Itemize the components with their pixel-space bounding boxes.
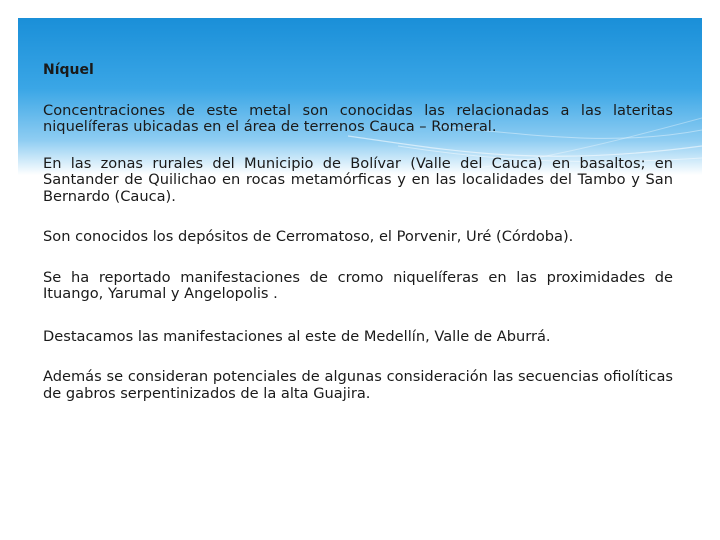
paragraph-2: En las zonas rurales del Municipio de Bolívar (Valle del Cauca) en basaltos; en Santander de Quilichao en rocas metamórficas y en las localidades del Tambo y San Bernardo (Cauca).: [43, 154, 673, 205]
paragraph-1: Concentraciones de este metal son conocidas las relacionadas a las lateritas niquelíferas ubicadas en el área de terrenos Cauca – Romeral.: [43, 101, 673, 135]
paragraph-6: Además se consideran potenciales de algunas consideración las secuencias ofiolíticas de gabros serpentinizados de la alta Guajira.: [43, 368, 673, 402]
paragraph-3: Son conocidos los depósitos de Cerromatoso, el Porvenir, Uré (Córdoba).: [43, 228, 574, 245]
slide-content: [43, 62, 673, 402]
paragraph-5: Destacamos las manifestaciones al este de Medellín, Valle de Aburrá.: [43, 327, 551, 345]
paragraph-4: Se ha reportado manifestaciones de cromo niquelíferas en las proximidades de Ituango, Yarumal y Angelopolis .: [43, 268, 673, 302]
slide-title: Níquel: [43, 62, 94, 78]
